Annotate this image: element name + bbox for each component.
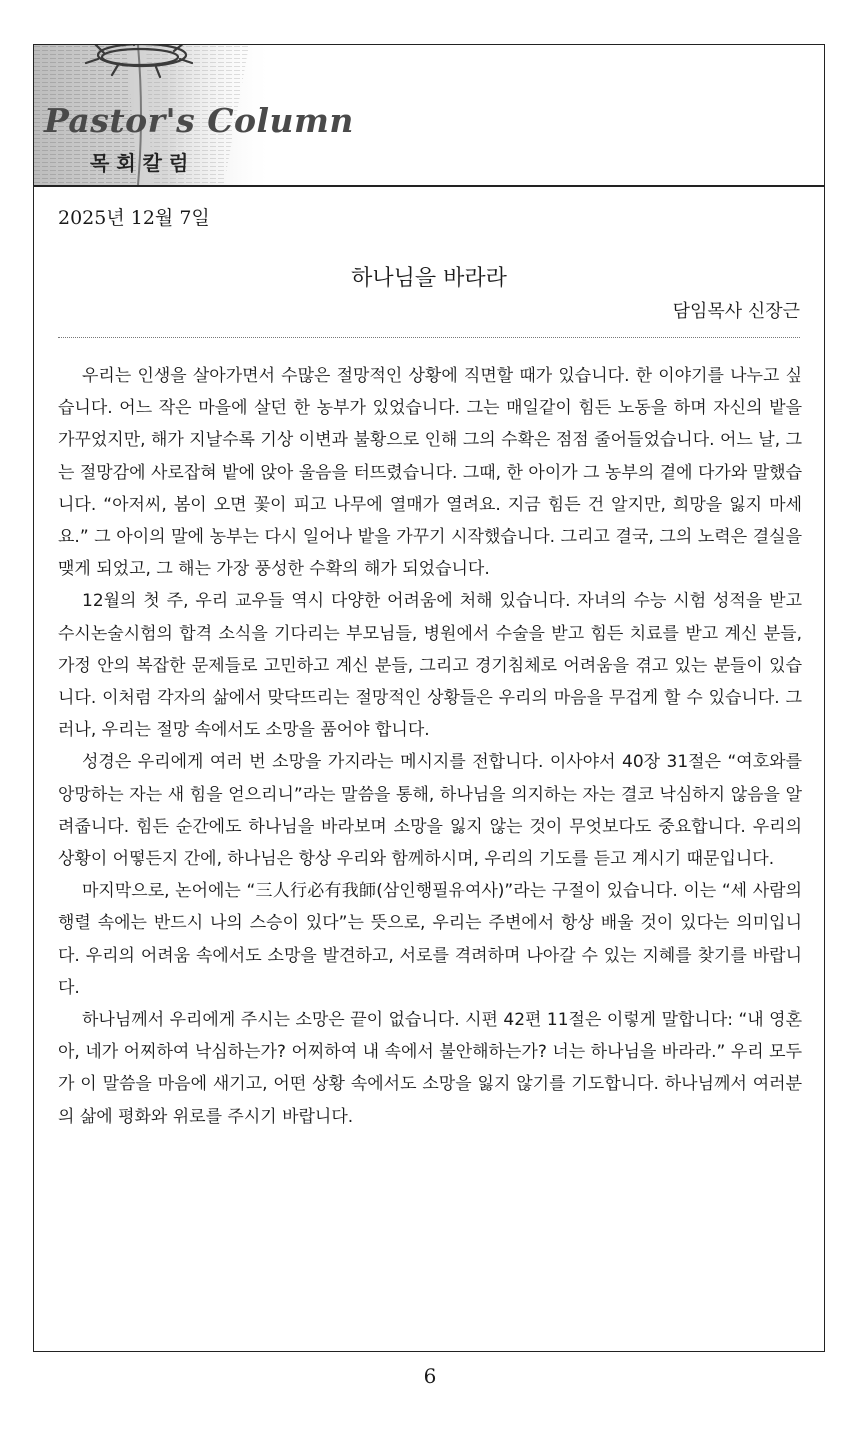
paragraph: 마지막으로, 논어에는 “三人行必有我師(삼인행필유여사)”라는 구절이 있습니다. 이는 “세 사람의 행렬 속에는 반드시 나의 스승이 있다”는 뜻으로, 우리는 주변에서 항상 배울 것이 있다는 의미입니다. 우리의 어려움 속에서도 소망을 발견하고, 서로를 격려하며 나아갈 수 있는 지혜를 찾기를 바랍니다. xyxy=(58,881,802,998)
page-number: 6 xyxy=(423,1364,437,1388)
dotted-divider xyxy=(58,337,800,338)
article-author: 담임목사 신장근 xyxy=(672,301,800,322)
column-frame xyxy=(33,44,825,1352)
column-header xyxy=(34,45,824,187)
column-subtitle: 목회칼럼 xyxy=(90,151,196,175)
article-body xyxy=(58,360,802,1133)
paragraph: 우리는 인생을 살아가면서 수많은 절망적인 상황에 직면할 때가 있습니다. 한 이야기를 나누고 싶습니다. 어느 작은 마을에 살던 한 농부가 있었습니다. 그는 매일같이 힘든 노동을 하며 자신의 밭을 가꾸었지만, 해가 지날수록 기상 이변과 불황으로 인해 그의 수확은 점점 줄어들었습니다. 어느 날, 그는 절망감에 사로잡혀 밭에 앉아 울음을 터뜨렸습니다. 그때, 한 아이가 그 농부의 곁에 다가와 말했습니다. “아저씨, 봄이 오면 꽃이 피고 나무에 열매가 열려요. 지금 힘든 건 알지만, 희망을 잃지 마세요.” 그 아이의 말에 농부는 다시 일어나 밭을 가꾸기 시작했습니다. 그리고 결국, 그의 노력은 결실을 맺게 되었고, 그 해는 가장 풍성한 수확의 해가 되었습니다. xyxy=(58,366,802,580)
article-date: 2025년 12월 7일 xyxy=(58,207,210,229)
column-title: Pastor's Column xyxy=(44,101,354,140)
article-title: 하나님을 바라라 xyxy=(351,266,507,291)
paragraph: 하나님께서 우리에게 주시는 소망은 끝이 없습니다. 시편 42편 11절은 이렇게 말합니다: “내 영혼아, 네가 어찌하여 낙심하는가? 어찌하여 내 속에서 불안해하는가? 너는 하나님을 바라라.” 우리 모두가 이 말씀을 마음에 새기고, 어떤 상황 속에서도 소망을 잃지 않기를 기도합니다. 하나님께서 여러분의 삶에 평화와 위로를 주시기 바랍니다. xyxy=(58,1010,802,1127)
paragraph: 성경은 우리에게 여러 번 소망을 가지라는 메시지를 전합니다. 이사야서 40장 31절은 “여호와를 앙망하는 자는 새 힘을 얻으리니”라는 말씀을 통해, 하나님을 의지하는 자는 결코 낙심하지 않음을 알려줍니다. 힘든 순간에도 하나님을 바라보며 소망을 잃지 않는 것이 무엇보다도 중요합니다. 우리의 상황이 어떻든지 간에, 하나님은 항상 우리와 함께하시며, 우리의 기도를 듣고 계시기 때문입니다. xyxy=(58,752,802,870)
paragraph: 12월의 첫 주, 우리 교우들 역시 다양한 어려움에 처해 있습니다. 자녀의 수능 시험 성적을 받고 수시논술시험의 합격 소식을 기다리는 부모님들, 병원에서 수술을 받고 힘든 치료를 받고 계신 분들, 가정 안의 복잡한 문제들로 고민하고 계신 분들, 그리고 경기침체로 어려움을 겪고 있는 분들이 있습니다. 이처럼 각자의 삶에서 맞닥뜨리는 절망적인 상황들은 우리의 마음을 무겁게 할 수 있습니다. 그러나, 우리는 절망 속에서도 소망을 품어야 합니다. xyxy=(58,591,802,741)
